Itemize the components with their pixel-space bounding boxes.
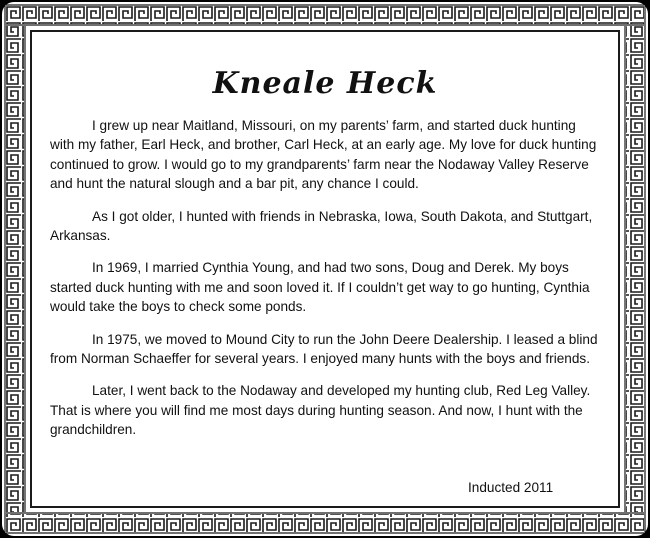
biography-text [50,116,602,453]
page-title: Kneale Heck [212,66,438,101]
content-panel [30,30,620,508]
paragraph: I grew up near Maitland, Missouri, on my parents’ farm, and started duck hunting with my father, Earl Heck, and brother, Carl Heck, at an early age. My love for duck hunting continued to grow. I would go to my grandparents’ farm near the Nodaway Valley Reserve and hunt the natural slough and a bar pit, any chance I could. [50,118,597,192]
paragraph: In 1975, we moved to Mound City to run the John Deere Dealership. I leased a blind from Norman Schaeffer for several years. I enjoyed many hunts with the boys and friends. [50,331,598,367]
inducted-year: Inducted 2011 [468,480,554,495]
certificate-frame [2,2,648,536]
paragraph: Later, I went back to the Nodaway and developed my hunting club, Red Leg Valley. That is where you will find me most days during hunting season. And now, I hunt with the grandchildren. [50,383,591,438]
paragraph: As I got older, I hunted with friends in Nebraska, Iowa, South Dakota, and Stuttgart, Arkansas. [50,208,593,244]
paragraph: In 1969, I married Cynthia Young, and had two sons, Doug and Derek. My boys started duck hunting with me and soon loved it. If I couldn’t get way to go hunting, Cynthia would take the boys to check some ponds. [50,260,590,315]
